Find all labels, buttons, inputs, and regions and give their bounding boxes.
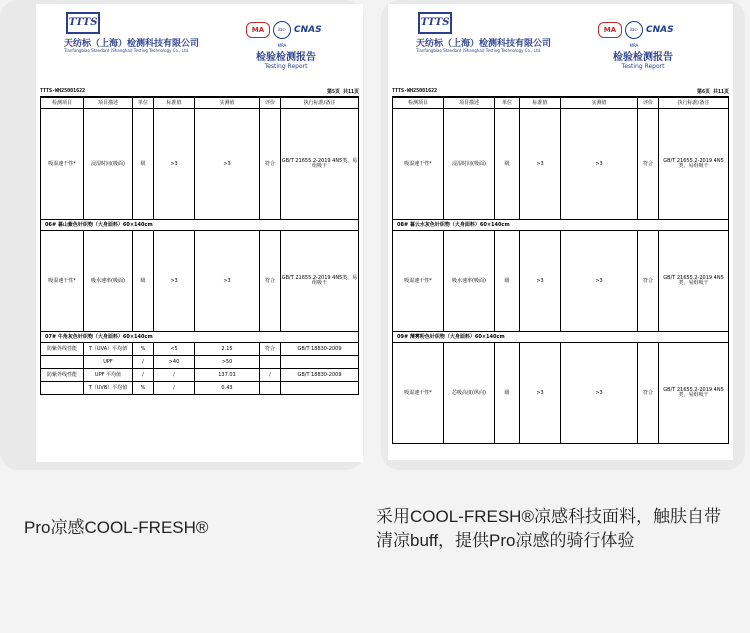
lab-name-en: Tianfangbiao Standard (Shanghai) Testing Technology Co., Ltd. — [64, 48, 190, 53]
ttts-logo: TTTS — [66, 10, 100, 34]
table-row: 吸湿速干性* 吸水速率(吸面) 级 >3 >3 符合 GB/T 21655.2-2019 4N5类，易组吸干 — [393, 231, 728, 332]
report-number: TTTS-WH25001622 — [40, 88, 86, 94]
table-row: 吸湿速干性* 芯吸高度(纵向) 级 >3 >3 符合 GB/T 21655.2-2019 4N5类，易组吸干 — [393, 343, 728, 443]
cnas-badge: CNAS — [294, 25, 322, 35]
table-row: 防紫外线性能 T（UVA）平均值 % <5 2.15 符合 GB/T 18830-2009 — [41, 343, 358, 356]
caption-right: 采用COOL-FRESH®凉感科技面料，触肤自带清凉buff，提供Pro凉感的骑行体验 — [376, 507, 721, 550]
table-row: T（UVB）平均值 % / 0.43 — [41, 382, 358, 394]
results-table — [40, 97, 359, 395]
report-card-right — [381, 0, 745, 470]
sample-section: 08# 暮云水灰色针织物（大身面料）60×140cm — [393, 220, 728, 231]
caption-left: Pro凉感COOL-FRESH® — [24, 518, 209, 537]
cnas-badge: CNAS — [646, 25, 674, 35]
ilac-badge: ilac-MRA — [625, 21, 643, 39]
lab-name: 天纺标（上海）检测科技有限公司 — [416, 39, 552, 49]
lab-name-en: Tianfangbiao Standard (Shanghai) Testing Technology Co., Ltd. — [416, 48, 542, 53]
test-report-page-5 — [36, 4, 363, 462]
ilac-badge: ilac-MRA — [273, 21, 291, 39]
sample-section: 09# 薄雾粉色针织物（大身面料）60×140cm — [393, 332, 728, 343]
table-header: 检测项目 项目描述 单位 标准值 实测值 评价 执行标准/备注 — [393, 98, 728, 109]
table-row: 防紫外线性能 UPF 平均值 / / 137.01 / GB/T 18830-2009 — [41, 369, 358, 382]
report-title: 检验检测报告 Testing Report — [613, 52, 673, 70]
report-meta — [40, 88, 359, 97]
report-header — [388, 4, 733, 84]
table-row: 吸湿速干性* 吸水速率(吸面) 级 >3 >3 符合 GB/T 21655.2-2019 4N5类，易组吸干 — [41, 231, 358, 332]
page-label: 第6页 共11页 — [696, 89, 729, 95]
table-row: 吸湿速干性* 浸湿时间(吸面) 级 >3 >3 符合 GB/T 21655.2-2019 4N5类，易组吸干 — [41, 109, 358, 220]
report-header — [36, 4, 363, 84]
table-row: UPF / >40 >50 — [41, 356, 358, 369]
lab-name: 天纺标（上海）检测科技有限公司 — [64, 39, 200, 49]
ttts-logo: TTTS — [418, 10, 452, 34]
report-card-left — [0, 0, 364, 470]
results-table — [392, 97, 729, 444]
certification-badges — [598, 20, 674, 48]
page-label: 第5页 共11页 — [326, 89, 359, 95]
table-header: 检测项目 项目描述 单位 标准值 实测值 评价 执行标准/备注 — [41, 98, 358, 109]
sample-section: 07# 牛角灰色针织物（大身面料）60×140cm — [41, 332, 358, 343]
ma-badge: MA — [246, 22, 270, 38]
test-report-page-6 — [388, 4, 733, 460]
sample-section: 06# 暮山紫色针织物（大身面料）60×140cm — [41, 220, 358, 231]
report-title: 检验检测报告 Testing Report — [256, 52, 316, 70]
report-meta — [392, 88, 729, 97]
certification-badges — [246, 20, 322, 48]
ma-badge: MA — [598, 22, 622, 38]
table-row: 吸湿速干性* 浸湿时间(吸面) 级 >3 >3 符合 GB/T 21655.2-2019 4N5类，易组吸干 — [393, 109, 728, 220]
report-number: TTTS-WH25001622 — [392, 88, 438, 94]
